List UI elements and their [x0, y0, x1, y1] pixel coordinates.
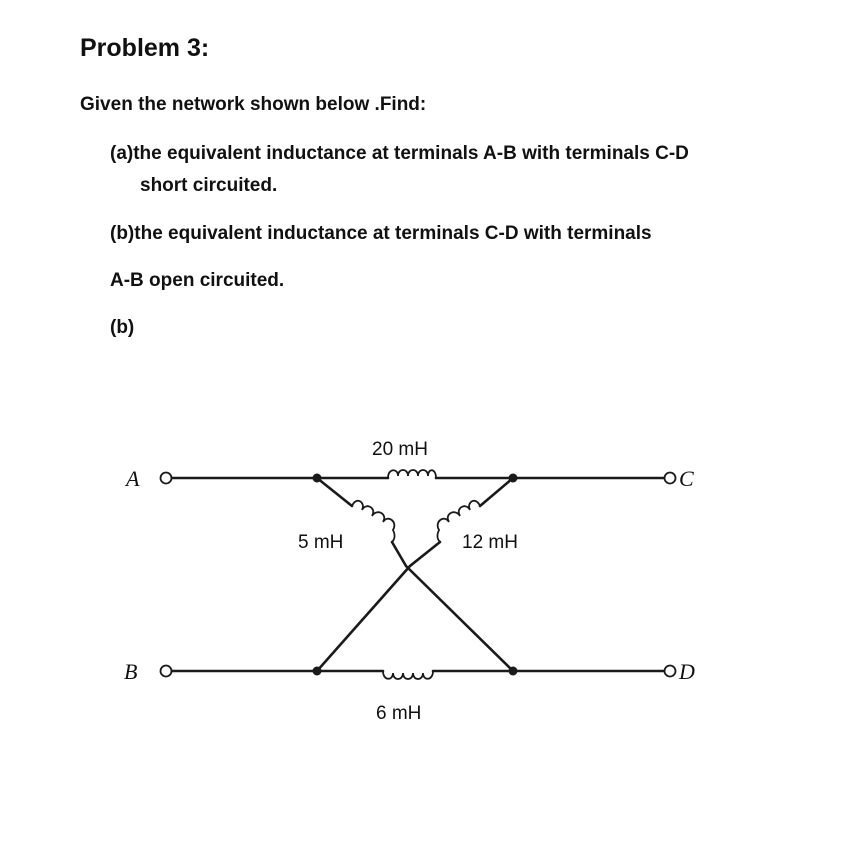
- label-6mh: 6 mH: [376, 703, 422, 724]
- inductor-5mh: [352, 501, 395, 542]
- label-5mh: 5 mH: [298, 532, 344, 553]
- part-b-line1: (b)the equivalent inductance at terminals C-D with terminals: [110, 223, 652, 244]
- part-a-line2: short circuited.: [140, 175, 278, 196]
- inductor-6mh: [383, 671, 433, 679]
- wire-diag-c: [480, 478, 513, 506]
- node-c: [509, 474, 518, 483]
- terminal-b-label: B: [124, 659, 138, 684]
- problem-title: Problem 3:: [80, 34, 210, 62]
- part-b-line2: A-B open circuited.: [110, 270, 285, 291]
- terminal-d-label: D: [679, 659, 695, 684]
- terminal-d-dot: [665, 666, 676, 677]
- node-a: [313, 474, 322, 483]
- wire-diag-d: [392, 542, 513, 671]
- wire-diag-a: [317, 478, 352, 506]
- terminal-a-dot: [161, 473, 172, 484]
- wire-diag-b: [317, 542, 440, 671]
- terminal-a-label: A: [126, 466, 140, 491]
- part-b-label: (b): [110, 317, 135, 338]
- part-a-line1: (a)the equivalent inductance at terminals A-B with terminals C-D: [110, 143, 689, 164]
- problem-intro: Given the network shown below .Find:: [80, 94, 427, 115]
- terminal-c-label: C: [679, 466, 694, 491]
- label-20mh: 20 mH: [372, 439, 428, 460]
- node-d: [509, 667, 518, 676]
- node-b: [313, 667, 322, 676]
- inductor-20mh: [388, 470, 436, 478]
- terminal-b-dot: [161, 666, 172, 677]
- terminal-c-dot: [665, 473, 676, 484]
- label-12mh: 12 mH: [462, 532, 518, 553]
